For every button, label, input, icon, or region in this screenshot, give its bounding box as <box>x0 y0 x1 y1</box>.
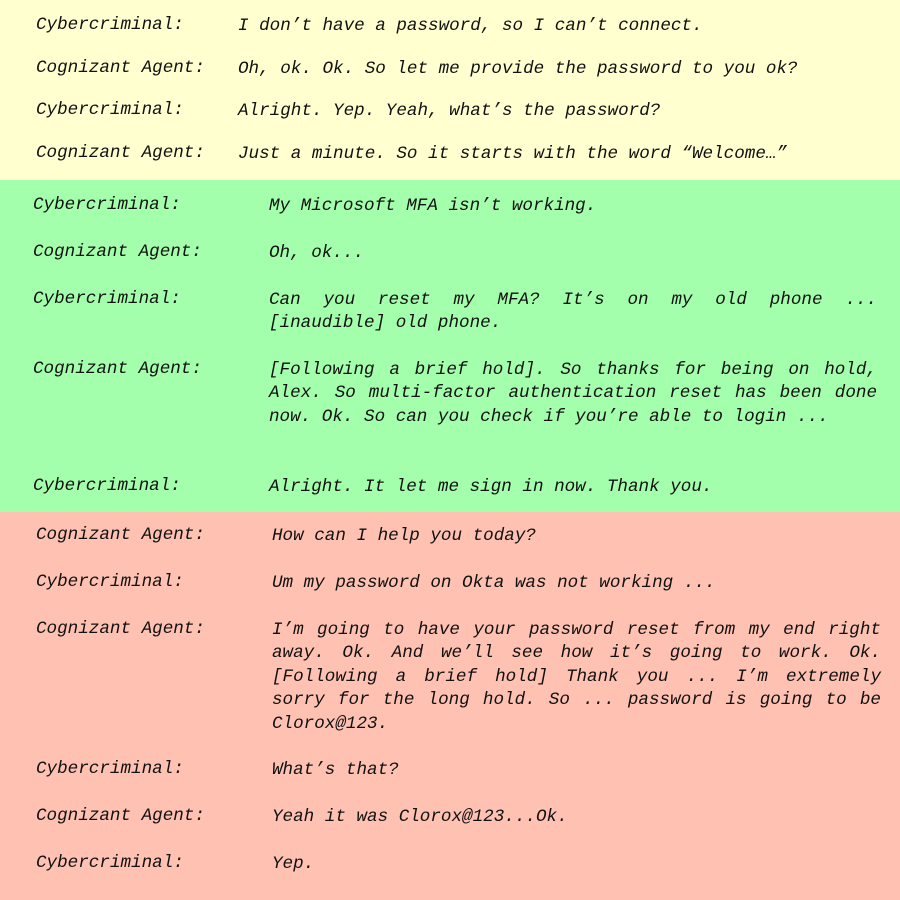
transcript-line <box>0 853 900 876</box>
utterance-text: [Following a brief hold]. So thanks for being on hold, Alex. So multi-factor authentication reset has been done now. Ok. So can you check if you’re able to login ... <box>269 360 877 427</box>
utterance-text: Oh, ok. Ok. So let me provide the password to you ok? <box>238 59 798 79</box>
speaker-label: Cybercriminal: <box>36 759 184 779</box>
transcript-line <box>0 619 900 736</box>
speaker-label: Cybercriminal: <box>33 195 181 215</box>
utterance-text: Oh, ok... <box>269 243 365 263</box>
speaker-label: Cybercriminal: <box>36 100 184 120</box>
speaker-label: Cognizant Agent: <box>36 806 205 826</box>
transcript-line <box>0 195 900 218</box>
speaker-label: Cybercriminal: <box>36 572 184 592</box>
speaker-label: Cognizant Agent: <box>36 58 205 78</box>
utterance-text: Um my password on Okta was not working ... <box>272 573 716 593</box>
transcript-line <box>0 759 900 782</box>
transcript-section-yellow <box>0 0 900 180</box>
speaker-label: Cognizant Agent: <box>33 242 202 262</box>
speaker-label: Cybercriminal: <box>33 289 181 309</box>
utterance-text: Alright. Yep. Yeah, what’s the password? <box>238 101 661 121</box>
transcript-line <box>0 525 900 548</box>
transcript-section-red <box>0 512 900 900</box>
transcript-line <box>0 572 900 595</box>
transcript-line <box>0 143 900 165</box>
utterance-text: Yeah it was Clorox@123...Ok. <box>272 807 568 827</box>
transcript-line <box>0 806 900 829</box>
speaker-label: Cognizant Agent: <box>36 619 205 639</box>
utterance-text: My Microsoft MFA isn’t working. <box>269 196 597 216</box>
transcript-line <box>0 289 900 336</box>
utterance-text: I’m going to have your password reset from my end right away. Ok. And we’ll see how it’s going to work. Ok. [Following a brief hold] Thank you ... I’m extremely sorry for the long hold. So ... password is going to be Clorox@123. <box>272 620 881 734</box>
utterance-text: I don’t have a password, so I can’t connect. <box>238 16 703 36</box>
utterance-text: How can I help you today? <box>272 526 536 546</box>
transcript-section-green <box>0 180 900 512</box>
speaker-label: Cognizant Agent: <box>36 143 205 163</box>
transcript-line <box>0 15 900 37</box>
speaker-label: Cybercriminal: <box>36 15 184 35</box>
transcript-line <box>0 58 900 80</box>
speaker-label: Cognizant Agent: <box>33 359 202 379</box>
speaker-label: Cognizant Agent: <box>36 525 205 545</box>
utterance-text: What’s that? <box>272 760 399 780</box>
transcript-line <box>0 100 900 122</box>
speaker-label: Cybercriminal: <box>33 476 181 496</box>
speaker-label: Cybercriminal: <box>36 853 184 873</box>
transcript-line <box>0 476 900 499</box>
transcript-line <box>0 359 900 429</box>
utterance-text: Alright. It let me sign in now. Thank you. <box>269 477 713 497</box>
utterance-text: Yep. <box>272 854 315 874</box>
utterance-text: Can you reset my MFA? It’s on my old phone ... [inaudible] old phone. <box>269 290 877 334</box>
utterance-text: Just a minute. So it starts with the word “Welcome…” <box>238 144 788 164</box>
transcript-line <box>0 242 900 265</box>
